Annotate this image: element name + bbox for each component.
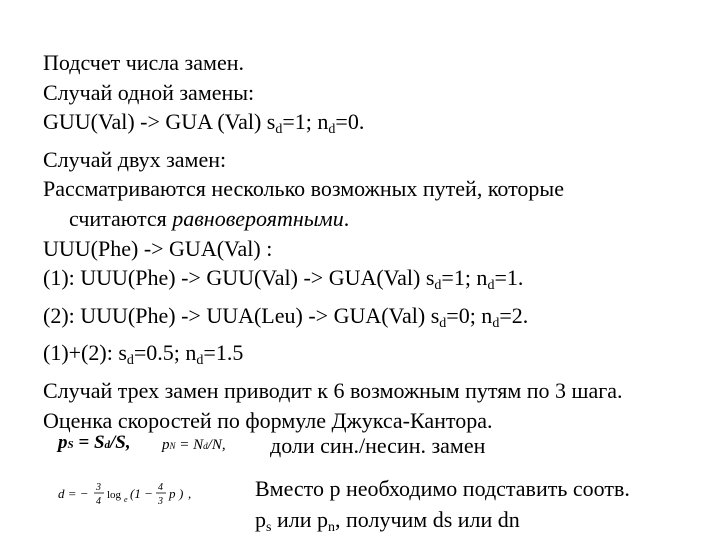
line-7: UUU(Phe) -> GUA(Val) :: [43, 235, 273, 261]
svg-text:d = −: d = −: [58, 486, 89, 501]
formula-ps: pS = Sd/S,: [58, 432, 131, 453]
line-6: считаются равновероятными.: [69, 205, 350, 231]
note-proportions: доли син./несин. замен: [270, 433, 486, 458]
svg-text:e: e: [124, 495, 128, 504]
svg-text:4: 4: [158, 482, 163, 493]
svg-text:): ): [179, 486, 184, 501]
line-4: Случай двух замен:: [43, 146, 227, 172]
svg-text:3: 3: [96, 482, 101, 493]
note-substitute: Вместо p необходимо подставить соотв.: [255, 476, 630, 501]
line-1: Подсчет числа замен.: [43, 50, 244, 75]
line-11: Случай трех замен приводит к 6 возможным путям по 3 шага.: [43, 377, 623, 403]
svg-text:(1 −: (1 −: [130, 486, 153, 501]
line-5: Рассматриваются несколько возможных путей, которые: [43, 176, 564, 202]
svg-text:log: log: [107, 489, 122, 501]
line-9: (2): UUU(Phe) -> UUA(Leu) -> GUA(Val) $s_d=0$; $n_d=2$.: [43, 302, 529, 331]
line-3: GUU(Val) -> GUA (Val) $s_d=1$; $n_d=0$.: [43, 109, 365, 138]
formula-jukes-cantor: [58, 474, 198, 514]
note-result: $p_s$ или $p_n$, получим ds или dn: [255, 507, 520, 535]
svg-text:3: 3: [158, 496, 163, 507]
svg-text:p: p: [169, 486, 176, 501]
line-8: (1): UUU(Phe) -> GUU(Val) -> GUA(Val) $s_d=1$; $n_d=1$.: [43, 265, 524, 294]
svg-text:,: ,: [188, 486, 192, 501]
line-2: Случай одной замены:: [43, 79, 255, 105]
formula-pn: pN = Nd/N,: [162, 437, 226, 453]
text-body: [43, 48, 703, 435]
line-12: Оценка скоростей по формуле Джукса-Кантора.: [43, 407, 493, 433]
line-10: (1)+(2): $s_d=0.5$; $n_d=1.5$: [43, 340, 244, 369]
svg-text:4: 4: [96, 496, 101, 507]
